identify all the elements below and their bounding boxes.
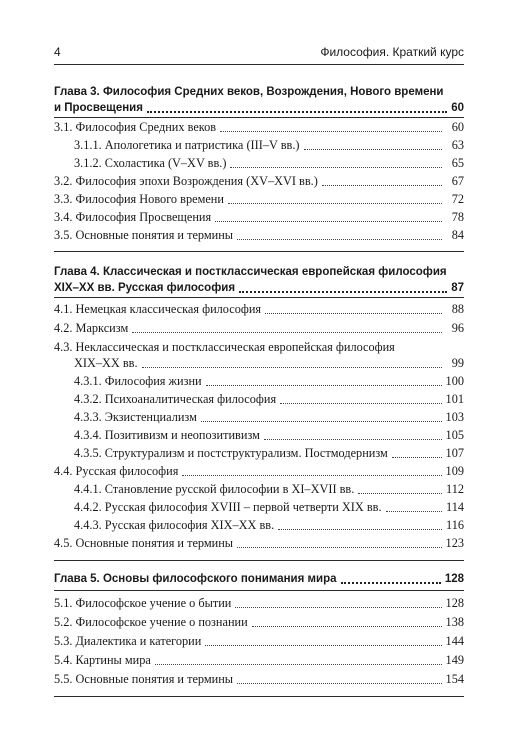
toc-entry[interactable] xyxy=(54,191,464,208)
entry-label: 4.3.4. Позитивизм и неопозитивизм xyxy=(74,428,260,442)
toc-entry[interactable] xyxy=(54,595,464,612)
leader-dots xyxy=(304,137,443,150)
chapter-title-line2: XIX–XX вв. Русская философия xyxy=(54,282,236,294)
chapter-page: 87 xyxy=(451,282,464,294)
leader-dots xyxy=(155,652,442,665)
entry-page: 128 xyxy=(445,596,464,610)
leader-dots xyxy=(147,100,447,113)
toc-entry[interactable] xyxy=(54,633,464,650)
entry-page: 78 xyxy=(451,210,464,224)
entry-page: 107 xyxy=(445,446,464,460)
entry-page: 116 xyxy=(446,518,464,532)
toc-entry[interactable] xyxy=(54,463,464,480)
chapter-title-line2: и Просвещения xyxy=(54,102,143,114)
entry-label: 4.3.2. Психоаналитическая философия xyxy=(74,392,277,406)
entry-label: 4.4.2. Русская философия XVIII – первой четверти XIX вв. xyxy=(74,500,382,514)
entry-page: 100 xyxy=(445,374,464,388)
entry-page: 112 xyxy=(446,482,464,496)
toc-entry[interactable] xyxy=(74,373,464,390)
chapter-rule xyxy=(54,117,464,118)
leader-dots xyxy=(237,227,442,240)
entry-page: 154 xyxy=(445,672,464,686)
leader-dots xyxy=(358,481,442,494)
leader-dots xyxy=(386,499,442,512)
chapter-heading[interactable] xyxy=(54,264,464,296)
chapter-rule xyxy=(54,297,464,298)
section-rule xyxy=(54,560,464,561)
entry-label: 4.2. Марксизм xyxy=(54,321,129,335)
entry-page: 123 xyxy=(445,536,464,550)
leader-dots xyxy=(201,409,442,422)
entry-page: 114 xyxy=(446,500,464,514)
toc-entry[interactable] xyxy=(54,320,464,337)
chapter-heading[interactable] xyxy=(54,571,464,587)
entry-label: 4.4. Русская философия xyxy=(54,464,179,478)
chapter-title-line1: Глава 5. Основы философского понимания мира xyxy=(54,573,337,585)
entry-label: 4.1. Немецкая классическая философия xyxy=(54,302,262,316)
leader-dots xyxy=(237,535,441,548)
entry-label: 3.1.2. Схоластика (V–XV вв.) xyxy=(74,156,227,170)
entry-page: 149 xyxy=(445,653,464,667)
leader-dots xyxy=(215,209,442,222)
entry-page: 96 xyxy=(451,321,464,335)
entry-page: 88 xyxy=(451,302,464,316)
toc-entry[interactable] xyxy=(54,119,464,136)
leader-dots xyxy=(228,191,442,204)
entry-page: 99 xyxy=(451,356,464,370)
leader-dots xyxy=(182,463,441,476)
chapter-title-line1: Глава 3. Философия Средних веков, Возрождения, Нового времени xyxy=(54,86,444,98)
entry-label: 3.1. Философия Средних веков xyxy=(54,120,217,134)
entry-page: 60 xyxy=(451,120,464,134)
entry-label: 3.4. Философия Просвещения xyxy=(54,210,212,224)
book-title: Философия. Краткий курс xyxy=(320,45,464,59)
leader-dots xyxy=(239,280,447,293)
toc-entry-label-wrapped[interactable]: 4.3. Неклассическая и постклассическая европейская философия xyxy=(54,340,395,354)
entry-label: 3.3. Философия Нового времени xyxy=(54,192,224,206)
leader-dots xyxy=(278,517,442,530)
leader-dots xyxy=(341,571,441,584)
toc-entry[interactable] xyxy=(54,209,464,226)
toc-entry[interactable] xyxy=(74,481,464,498)
leader-dots xyxy=(265,301,442,314)
toc-entry[interactable] xyxy=(74,517,464,534)
leader-dots xyxy=(322,173,442,186)
header-rule xyxy=(54,64,464,65)
entry-page: 138 xyxy=(445,615,464,629)
leader-dots xyxy=(205,633,441,646)
chapter-title-line1: Глава 4. Классическая и постклассическая европейская философия xyxy=(54,266,447,278)
toc-entry[interactable] xyxy=(74,445,464,462)
leader-dots xyxy=(280,391,441,404)
toc-entry[interactable] xyxy=(54,614,464,631)
entry-page: 105 xyxy=(445,428,464,442)
running-header xyxy=(54,44,464,60)
entry-label: XIX–XX вв. xyxy=(74,356,138,370)
entry-label: 5.2. Философское учение о познании xyxy=(54,615,248,629)
toc-entry[interactable] xyxy=(54,173,464,190)
section-rule xyxy=(54,696,464,697)
entry-label: 4.3.3. Экзистенциализм xyxy=(74,410,197,424)
leader-dots xyxy=(252,614,442,627)
entry-label: 4.3.5. Структурализм и постструктурализм. Постмодернизм xyxy=(74,446,388,460)
leader-dots xyxy=(142,355,442,368)
chapter-page: 128 xyxy=(444,573,464,585)
section-rule xyxy=(54,251,464,252)
entry-page: 103 xyxy=(445,410,464,424)
entry-label: 5.1. Философское учение о бытии xyxy=(54,596,232,610)
leader-dots xyxy=(220,119,442,132)
toc-entry[interactable] xyxy=(54,301,464,318)
entry-page: 109 xyxy=(445,464,464,478)
toc-entry[interactable] xyxy=(74,137,464,154)
toc-entry[interactable] xyxy=(74,155,464,172)
toc-entry[interactable] xyxy=(74,355,464,372)
toc-entry[interactable] xyxy=(74,499,464,516)
leader-dots xyxy=(237,671,441,684)
toc-entry[interactable] xyxy=(74,409,464,426)
toc-entry[interactable] xyxy=(54,227,464,244)
entry-label: 5.3. Диалектика и категории xyxy=(54,634,202,648)
entry-page: 72 xyxy=(451,192,464,206)
chapter-rule xyxy=(54,590,464,591)
page-number: 4 xyxy=(54,45,61,59)
chapter-page: 60 xyxy=(451,102,464,114)
toc-entry[interactable] xyxy=(54,652,464,669)
entry-label: 5.5. Основные понятия и термины xyxy=(54,672,234,686)
chapter-heading[interactable] xyxy=(54,84,464,116)
entry-page: 144 xyxy=(445,634,464,648)
entry-label: 4.3.1. Философия жизни xyxy=(74,374,202,388)
leader-dots xyxy=(392,445,442,458)
entry-label: 5.4. Картины мира xyxy=(54,653,151,667)
entry-label: 4.4.1. Становление русской философии в XI–XVII вв. xyxy=(74,482,355,496)
entry-label: 4.5. Основные понятия и термины xyxy=(54,536,234,550)
entry-label: 3.2. Философия эпохи Возрождения (XV–XVI вв.) xyxy=(54,174,318,188)
leader-dots xyxy=(132,320,442,333)
entry-page: 65 xyxy=(451,156,464,170)
toc-entry[interactable] xyxy=(74,427,464,444)
entry-page: 63 xyxy=(451,138,464,152)
entry-label: 3.1.1. Апологетика и патристика (III–V вв.) xyxy=(74,138,300,152)
toc-entry[interactable] xyxy=(54,535,464,552)
entry-label: 3.5. Основные понятия и термины xyxy=(54,228,234,242)
toc-entry[interactable] xyxy=(54,671,464,688)
toc-entry[interactable] xyxy=(74,391,464,408)
entry-label: 4.4.3. Русская философия XIX–XX вв. xyxy=(74,518,275,532)
toc-page xyxy=(54,0,464,750)
entry-page: 101 xyxy=(445,392,464,406)
leader-dots xyxy=(230,155,442,168)
leader-dots xyxy=(206,373,442,386)
leader-dots xyxy=(264,427,442,440)
leader-dots xyxy=(235,595,441,608)
entry-page: 67 xyxy=(451,174,464,188)
entry-page: 84 xyxy=(451,228,464,242)
